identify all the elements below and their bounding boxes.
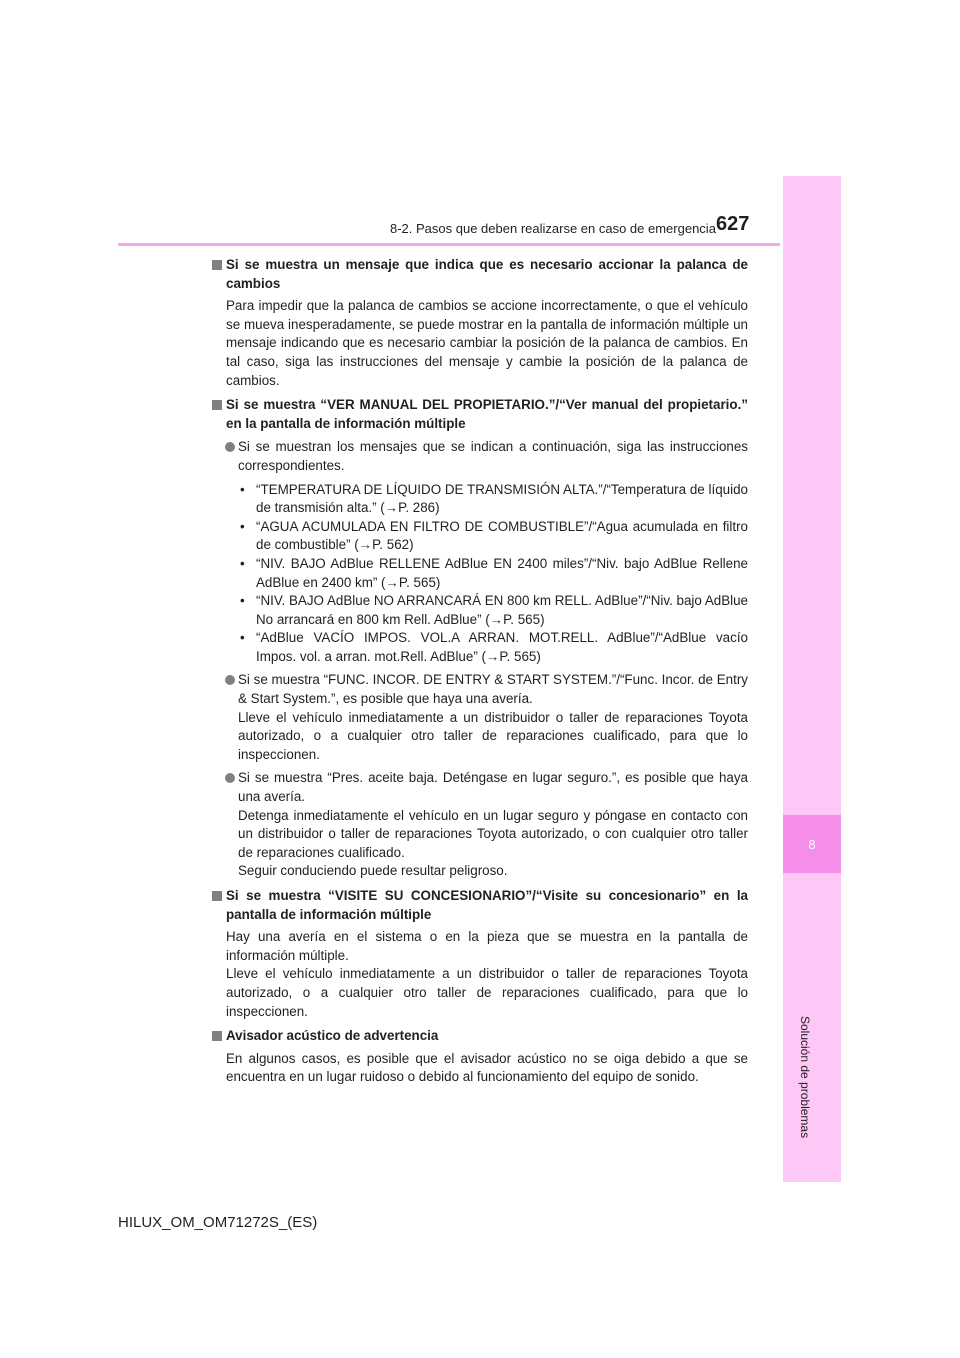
sub-list-item (212, 629, 748, 666)
list-item-text: Lleve el vehículo inmediatamente a un distribuidor o taller de reparaciones Toyota autorizado, o a cualquier otro taller de reparaciones cualificado, para que lo inspeccionen. (238, 709, 748, 762)
sub-list-item (212, 518, 748, 555)
dot-marker-icon: • (240, 481, 245, 497)
section-heading (212, 1027, 748, 1046)
paragraph: Para impedir que la palanca de cambios se accione incorrectamente, o que el vehículo se mueva inesperadamente, se puede mostrar en la pantalla de información múltiple un mensaje indicando que es necesario cambiar la posición de la palanca de cambios. En tal caso, siga las instrucciones del mensaje y cambie la posición de la palanca de cambios. (226, 298, 748, 388)
dot-marker-icon: • (240, 593, 245, 609)
page-content (212, 256, 748, 1087)
section-heading (212, 396, 748, 433)
square-bullet-icon (212, 1031, 222, 1041)
heading-text: Si se muestra “VISITE SU CONCESIONARIO”/“Visite su concesionario” en la pantalla de información múltiple (226, 888, 748, 922)
header-rule (118, 243, 780, 246)
document-code: HILUX_OM_OM71272S_(ES) (118, 1214, 318, 1231)
list-item-text: Si se muestra “FUNC. INCOR. DE ENTRY & START SYSTEM.”/“Func. Incor. de Entry & Start System.”, es posible que haya una avería. (238, 672, 748, 707)
chapter-number: 8 (808, 836, 816, 852)
paragraph: En algunos casos, es posible que el avisador acústico no se oiga debido a que se encuentra en un lugar ruidoso o debido al funcionamiento del equipo de sonido. (226, 1050, 748, 1085)
chapter-side-tab (783, 176, 841, 1182)
list-item-text: Si se muestra “Pres. aceite baja. Deténgase en lugar seguro.”, es posible que haya una avería. (238, 770, 748, 805)
round-bullet-icon (225, 773, 235, 783)
sub-item-text: “AGUA ACUMULADA EN FILTRO DE COMBUSTIBLE”/“Agua acumulada en filtro de combustible” (→P. 562) (256, 518, 748, 553)
page-number: 627 (716, 213, 750, 235)
sub-item-text: “TEMPERATURA DE LÍQUIDO DE TRANSMISIÓN ALTA.”/“Temperatura de líquido de transmisión alta.” (→P. 286) (256, 481, 748, 516)
square-bullet-icon (212, 400, 222, 410)
sub-item-text: “AdBlue VACÍO IMPOS. VOL.A ARRAN. MOT.RELL. AdBlue”/“AdBlue vacío Impos. vol. a arran. mot.Rell. AdBlue” (→P. 565) (256, 630, 748, 664)
list-item-text: Detenga inmediatamente el vehículo en un lugar seguro y póngase en contacto con un distribuidor o taller de reparaciones Toyota autorizado, o con cualquier otro taller de reparaciones cualificado. (238, 807, 748, 860)
chapter-label: Solución de problemas (798, 1016, 812, 1139)
heading-text: Avisador acústico de advertencia (226, 1028, 439, 1044)
sub-list-item (212, 592, 748, 629)
round-bullet-icon (225, 442, 235, 452)
chapter-tab-active[interactable] (783, 815, 841, 873)
section-title: 8-2. Pasos que deben realizarse en caso de emergencia (390, 221, 716, 236)
sub-item-text: “NIV. BAJO AdBlue NO ARRANCARÁ EN 800 km RELL. AdBlue”/“Niv. bajo AdBlue No arrancará en 800 km Rell. AdBlue” (→P. 565) (256, 593, 748, 627)
list-item-text: Seguir conduciendo puede resultar peligroso. (238, 863, 508, 879)
round-bullet-icon (225, 675, 235, 685)
section-heading (212, 887, 748, 924)
dot-marker-icon: • (240, 630, 245, 646)
list-item-text: Si se muestran los mensajes que se indican a continuación, siga las instrucciones correspondientes. (238, 439, 748, 473)
heading-text: Si se muestra “VER MANUAL DEL PROPIETARIO.”/“Ver manual del propietario.” en la pantalla de información múltiple (226, 397, 748, 431)
sub-list-item (212, 555, 748, 592)
square-bullet-icon (212, 260, 222, 270)
sub-item-text: “NIV. BAJO AdBlue RELLENE AdBlue EN 2400 miles”/“Niv. bajo AdBlue Rellene AdBlue en 2400 km” (→P. 565) (256, 555, 748, 590)
dot-marker-icon: • (240, 555, 245, 571)
list-item (212, 769, 748, 881)
heading-text: Si se muestra un mensaje que indica que es necesario accionar la palanca de cambios (226, 257, 748, 291)
paragraph-line: Lleve el vehículo inmediatamente a un distribuidor o taller de reparaciones Toyota autorizado, o a cualquier otro taller de reparaciones cualificado, para que lo inspeccionen. (226, 966, 748, 1019)
paragraph-line: Hay una avería en el sistema o en la pieza que se muestra en la pantalla de información múltiple. (226, 929, 748, 963)
sub-list-item (212, 481, 748, 518)
section-heading (212, 256, 748, 293)
paragraph (212, 928, 748, 1021)
list-item (212, 438, 748, 475)
list-item (212, 671, 748, 764)
dot-marker-icon: • (240, 518, 245, 534)
square-bullet-icon (212, 891, 222, 901)
